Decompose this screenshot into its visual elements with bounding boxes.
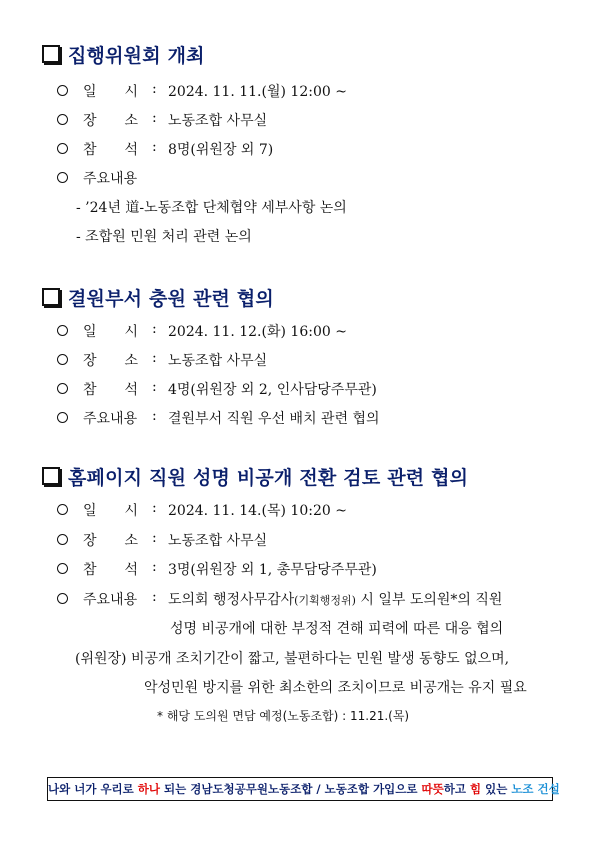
item-label: 일 시 [83, 324, 139, 340]
item-label: 주요내용 [83, 171, 138, 187]
circle-bullet-icon [57, 85, 68, 96]
sub-item: - 조합원 민원 처리 관련 논의 [76, 229, 252, 245]
circle-bullet-icon [57, 354, 68, 365]
item-label: 참 석 [83, 142, 139, 158]
circle-bullet-icon [57, 534, 68, 545]
item-value: 2024. 11. 14.(목) 10:20 ~ [168, 503, 347, 519]
item-value: 4명(위원장 외 2, 인사담당주무관) [168, 382, 377, 398]
item-value: 노동조합 사무실 [168, 533, 268, 549]
item-label: 주요내용 [83, 411, 138, 427]
item-colon: : [152, 500, 157, 516]
item-value: 3명(위원장 외 1, 총무담당주무관) [168, 562, 377, 578]
item-colon: : [152, 408, 157, 424]
item-value: 2024. 11. 12.(화) 16:00 ~ [168, 324, 347, 340]
sub-item: - ’24년 道-노동조합 단체협약 세부사항 논의 [76, 200, 347, 216]
item-label: 일 시 [83, 84, 139, 100]
item-colon: : [152, 350, 157, 366]
item-colon: : [152, 379, 157, 395]
item-colon: : [152, 589, 157, 605]
circle-bullet-icon [57, 504, 68, 515]
item-label: 장 소 [83, 353, 139, 369]
item-value: 노동조합 사무실 [168, 353, 268, 369]
item-label: 장 소 [83, 113, 139, 129]
item-colon: : [152, 559, 157, 575]
item-colon: : [152, 81, 157, 97]
continuation-line: 악성민원 방지를 위한 최소한의 조치이므로 비공개는 유지 필요 [144, 680, 527, 696]
checkbox-square-icon [42, 467, 60, 485]
item-label: 장 소 [83, 533, 139, 549]
item-label: 일 시 [83, 503, 139, 519]
item-label: 참 석 [83, 382, 139, 398]
item-colon: : [152, 139, 157, 155]
circle-bullet-icon [57, 563, 68, 574]
continuation-line: 성명 비공개에 대한 부정적 견해 피력에 따른 대응 협의 [170, 621, 504, 637]
circle-bullet-icon [57, 172, 68, 183]
item-value: 8명(위원장 외 7) [168, 142, 274, 158]
section-title-1: 집행위원회 개최 [42, 41, 205, 68]
continuation-line: (위원장) 비공개 조치기간이 짧고, 불편하다는 민원 발생 동향도 없으며, [75, 651, 510, 667]
checkbox-square-icon [42, 45, 60, 63]
item-value: 노동조합 사무실 [168, 113, 268, 129]
section-title-2: 결원부서 충원 관련 협의 [42, 284, 274, 311]
circle-bullet-icon [57, 593, 68, 604]
circle-bullet-icon [57, 325, 68, 336]
item-value: 결원부서 직원 우선 배치 관련 협의 [168, 411, 380, 427]
item-colon: : [152, 110, 157, 126]
circle-bullet-icon [57, 143, 68, 154]
item-label: 주요내용 [83, 592, 138, 608]
checkbox-square-icon [42, 288, 60, 306]
item-label: 참 석 [83, 562, 139, 578]
item-value: 2024. 11. 11.(월) 12:00 ~ [168, 84, 347, 100]
circle-bullet-icon [57, 383, 68, 394]
item-value: 도의회 행정사무감사(기획행정위) 시 일부 도의원*의 직원 [168, 592, 503, 608]
footnote: * 해당 도의원 면담 예정(노동조합) : 11.21.(목) [157, 709, 410, 723]
item-colon: : [152, 530, 157, 546]
circle-bullet-icon [57, 412, 68, 423]
footer-slogan: 나와 너가 우리로 하나 되는 경남도청공무원노동조합 / 노동조합 가입으로 따뜻하고 힘 있는 노조 건설 [47, 777, 553, 801]
section-title-3: 홈페이지 직원 성명 비공개 전환 검토 관련 협의 [42, 463, 468, 490]
circle-bullet-icon [57, 114, 68, 125]
item-colon: : [152, 321, 157, 337]
